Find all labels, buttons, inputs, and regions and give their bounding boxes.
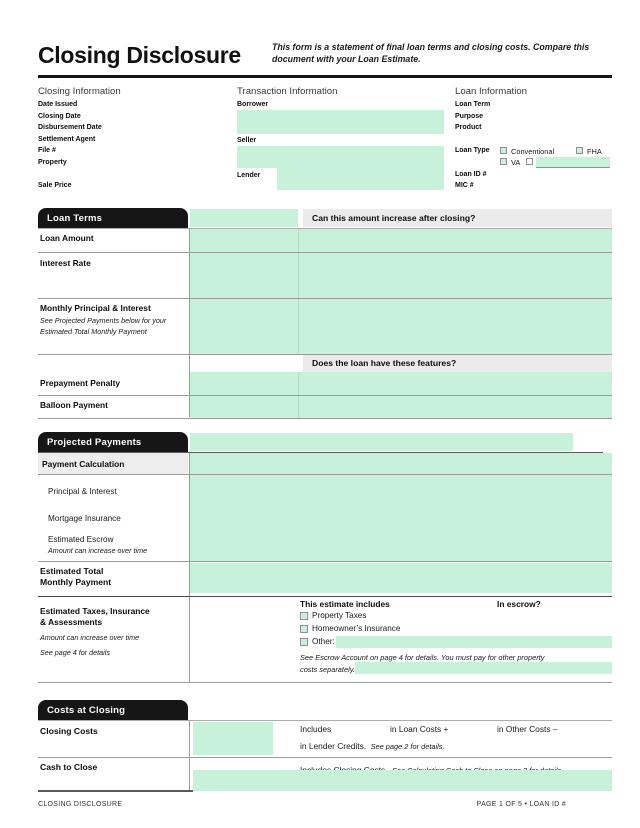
label-seller: Seller [237, 137, 257, 144]
projected-years-header-field[interactable] [190, 433, 573, 451]
divider [38, 395, 612, 396]
divider [38, 298, 612, 299]
label-settlement-agent: Settlement Agent [38, 136, 96, 143]
label-loan-term: Loan Term [455, 101, 491, 108]
divider [38, 354, 612, 355]
estimated-total-label-line2: Monthly Payment [40, 577, 112, 587]
item-homeowners-insurance: Homeowner’s Insurance [312, 624, 401, 633]
divider [38, 418, 612, 419]
loan-information-heading: Loan Information [455, 86, 527, 97]
in-escrow-heading: In escrow? [497, 599, 541, 609]
item-property-taxes: Property Taxes [312, 611, 367, 620]
estimate-includes-heading: This estimate includes [300, 599, 390, 609]
label-loan-id: Loan ID # [455, 171, 487, 178]
option-va: VA [511, 157, 521, 167]
label-loan-type: Loan Type [455, 147, 490, 154]
label-column-divider [189, 453, 190, 596]
label-lender: Lender [237, 172, 261, 179]
closing-costs-includes: Includes [300, 724, 332, 734]
row-label-cash-to-close: Cash to Close [40, 762, 98, 772]
row-label-principal-interest: Principal & Interest [48, 487, 117, 496]
label-purpose: Purpose [455, 113, 484, 120]
loan-terms-header-field[interactable] [190, 209, 298, 227]
row-label-estimated-escrow: Estimated Escrow [48, 535, 114, 544]
checkbox-conventional[interactable] [500, 147, 507, 154]
option-conventional: Conventional [511, 146, 555, 156]
estimated-total-field[interactable] [190, 563, 612, 593]
row-label-monthly-pi: Monthly Principal & Interest [40, 303, 151, 313]
option-fha: FHA [587, 146, 602, 156]
other-estimate-field[interactable] [336, 636, 612, 648]
closing-costs-other-costs: in Other Costs – [497, 724, 558, 734]
label-date-issued: Date Issued [38, 101, 78, 108]
divider [38, 682, 612, 683]
divider [38, 228, 612, 229]
label-file-number: File # [38, 147, 56, 154]
page-subtitle: This form is a statement of final loan terms and closing costs. Compare this document with your Loan Estimate. [272, 42, 590, 64]
section-tab-projected-payments: Projected Payments [38, 432, 188, 453]
closing-costs-lender-credits: in Lender Credits. [300, 741, 367, 751]
transaction-information-heading: Transaction Information [237, 86, 338, 97]
label-column-divider [189, 228, 190, 417]
label-column-divider [189, 720, 190, 790]
label-sale-price: Sale Price [38, 182, 72, 189]
closing-costs-see-page: See page 2 for details. [370, 742, 445, 751]
estimated-taxes-note1: Amount can increase over time [40, 633, 140, 642]
question-increase-band: Can this amount increase after closing? [303, 209, 612, 227]
footer-right: PAGE 1 OF 5 • LOAN ID # [476, 801, 566, 808]
estimated-taxes-title-line1: Estimated Taxes, Insurance [40, 606, 150, 616]
label-borrower: Borrower [237, 101, 269, 108]
divider [38, 561, 612, 562]
row-label-prepayment-penalty: Prepayment Penalty [40, 378, 121, 388]
escrow-account-note-line1: See Escrow Account on page 4 for details. You must pay for other property [300, 653, 545, 662]
checkbox-homeowners-insurance[interactable] [300, 625, 308, 633]
escrow-note-field[interactable] [355, 662, 612, 674]
divider [38, 720, 612, 721]
label-closing-date: Closing Date [38, 113, 81, 120]
header-rule [38, 75, 612, 78]
other-loan-type-field[interactable] [536, 157, 610, 168]
payment-calculation-label: Payment Calculation [42, 459, 125, 469]
row-label-interest-rate: Interest Rate [40, 258, 91, 268]
lender-field[interactable] [277, 165, 444, 190]
closing-costs-amount-field[interactable] [193, 722, 273, 755]
label-column-divider [189, 597, 190, 683]
cash-to-close-amount-field[interactable] [193, 770, 612, 791]
checkbox-other[interactable] [300, 638, 308, 646]
checkbox-fha[interactable] [576, 147, 583, 154]
checkbox-va[interactable] [500, 158, 507, 165]
closing-information-heading: Closing Information [38, 86, 121, 97]
borrower-field[interactable] [237, 110, 444, 134]
estimated-escrow-note: Amount can increase over time [48, 546, 148, 555]
closing-costs-loan-costs: in Loan Costs + [390, 724, 449, 734]
escrow-account-note-line2: costs separately. [300, 664, 355, 674]
projected-section-rule [38, 596, 612, 598]
checkbox-other-loan-type[interactable] [526, 158, 533, 165]
costs-section-rule [38, 790, 193, 792]
estimated-taxes-title-line2: & Assessments [40, 617, 103, 627]
row-label-closing-costs: Closing Costs [40, 726, 98, 736]
label-property: Property [38, 159, 67, 166]
checkbox-property-taxes[interactable] [300, 612, 308, 620]
divider [38, 757, 612, 758]
loan-terms-column-divider [298, 228, 299, 354]
footer-left: CLOSING DISCLOSURE [38, 801, 123, 808]
item-other: Other: [312, 637, 335, 646]
question-features-band: Does the loan have these features? [303, 355, 612, 372]
projected-payments-field[interactable] [190, 475, 612, 561]
label-product: Product [455, 124, 482, 131]
row-label-loan-amount: Loan Amount [40, 233, 94, 243]
loan-terms-answers-field-top[interactable] [190, 228, 612, 354]
payment-calculation-field[interactable] [190, 453, 612, 474]
estimated-total-label-line1: Estimated Total [40, 566, 104, 576]
label-mic: MIC # [455, 182, 474, 189]
label-disbursement-date: Disbursement Date [38, 124, 102, 131]
row-label-mortgage-insurance: Mortgage Insurance [48, 514, 121, 523]
monthly-pi-note: See Projected Payments below for your Estimated Total Monthly Payment [40, 316, 167, 336]
estimated-taxes-note2: See page 4 for details [40, 648, 110, 657]
divider [38, 252, 612, 253]
closing-costs-lender-credits-line [300, 736, 445, 754]
row-label-balloon-payment: Balloon Payment [40, 400, 108, 410]
section-tab-costs-at-closing: Costs at Closing [38, 700, 188, 720]
page-title: Closing Disclosure [38, 42, 241, 68]
section-tab-loan-terms: Loan Terms [38, 208, 188, 228]
